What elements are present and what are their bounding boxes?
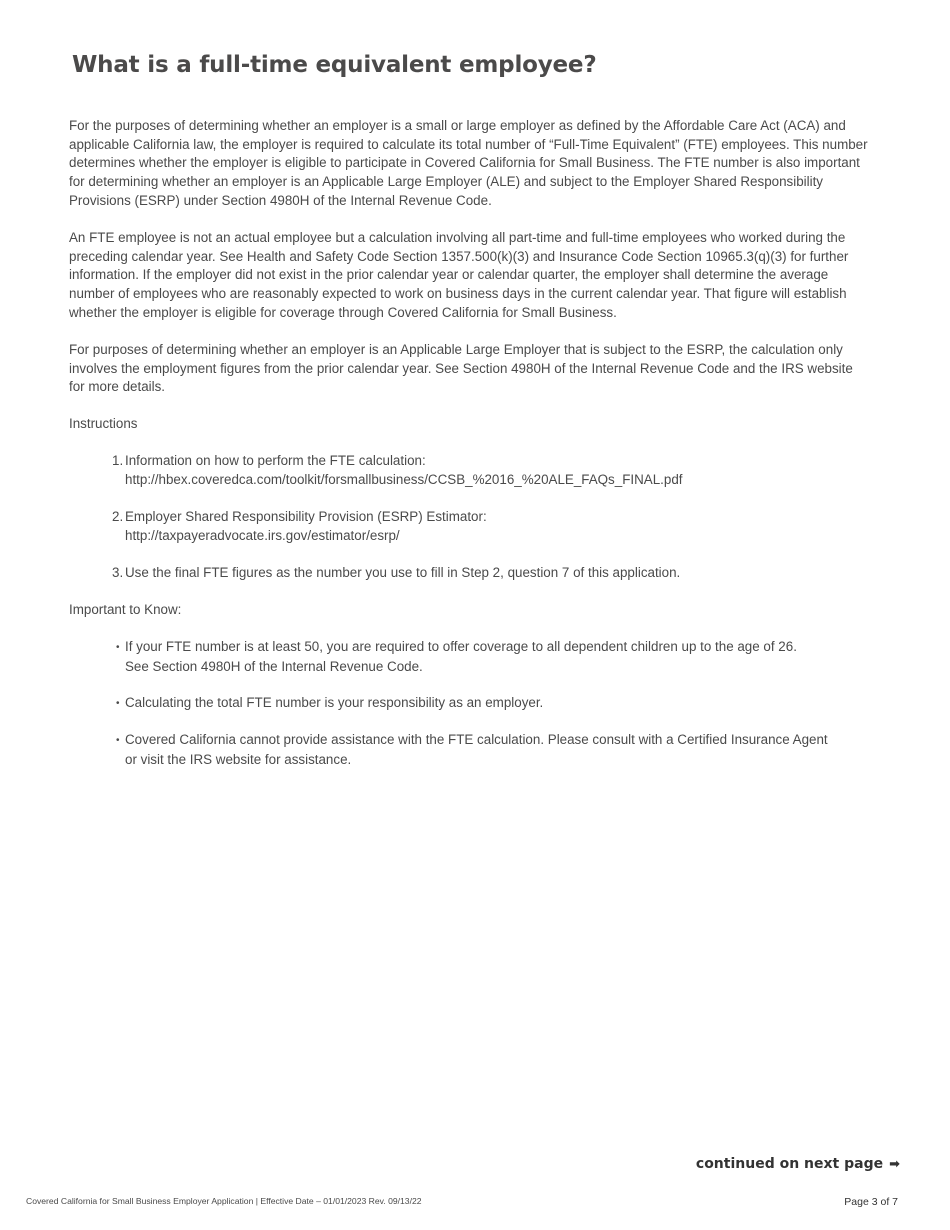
bullet-text: Calculating the total FTE number is your responsibility as an employer.: [125, 695, 544, 710]
list-number: 2.: [112, 509, 124, 524]
instruction-item-3: [112, 564, 872, 583]
list-number: 1.: [112, 453, 124, 468]
bullet-text-continued: or visit the IRS website for assistance.: [125, 751, 352, 767]
important-bullet-3: [116, 731, 866, 769]
right-arrow-icon: ➡: [889, 1157, 900, 1172]
continued-on-next-page: [696, 1156, 900, 1172]
list-item-text: Use the final FTE figures as the number you use to fill in Step 2, question 7 of this application.: [125, 565, 681, 580]
page-title: What is a full-time equivalent employee?: [72, 52, 597, 78]
paragraph-fte-purpose: For the purposes of determining whether an employer is a small or large employer as defined by the Affordable Care Act (ACA) and applicable California law, the employer is required to calculate its total number of “Full-Time Equivalent” (FTE) employees. This number determines whether the employer is eligible to participate in Covered California for Small Business. The FTE number is also important for determining whether an employer is an Applicable Large Employer (ALE) and subject to the Employer Shared Responsibility Provisions (ESRP) under Section 4980H of the Internal Revenue Code.: [69, 118, 868, 208]
esrp-estimator-link[interactable]: http://taxpayeradvocate.irs.gov/estimator/esrp/: [125, 527, 400, 543]
footer-page-number: Page 3 of 7: [844, 1196, 898, 1208]
list-item-text: Employer Shared Responsibility Provision (ESRP) Estimator:: [125, 509, 487, 524]
bullet-icon: •: [116, 642, 120, 653]
important-bullet-2: [116, 694, 866, 714]
bullet-icon: •: [116, 698, 120, 709]
paragraph-fte-definition: An FTE employee is not an actual employee but a calculation involving all part-time and full-time employees who worked during the preceding calendar year. See Health and Safety Code Section 1357.500(k)(3) and Insurance Code Section 10965.3(q)(3) for further information. If the employer did not exist in the prior calendar year or calendar quarter, the employer shall determine the average number of employees who are reasonably expected to work on business days in the current calendar year. That figure will establish whether the employer is eligible for coverage through Covered California for Small Business.: [69, 230, 849, 320]
bullet-text: If your FTE number is at least 50, you are required to offer coverage to all dependent children up to the age of 26.: [125, 639, 797, 654]
bullet-text-continued: See Section 4980H of the Internal Revenue Code.: [125, 658, 423, 674]
important-heading: Important to Know:: [69, 602, 182, 617]
bullet-icon: •: [116, 735, 120, 746]
instruction-item-1: [112, 452, 872, 489]
continued-label: continued on next page: [695, 1156, 884, 1172]
instruction-item-2: [112, 508, 872, 545]
fte-calculation-link[interactable]: http://hbex.coveredca.com/toolkit/forsmallbusiness/CCSB_%2016_%20ALE_FAQs_FINAL.pdf: [125, 471, 683, 487]
list-item-text: Information on how to perform the FTE calculation:: [125, 453, 426, 468]
bullet-text: Covered California cannot provide assistance with the FTE calculation. Please consult with a Certified Insurance Agent: [125, 732, 828, 747]
instructions-heading: Instructions: [69, 416, 138, 431]
footer-document-info: Covered California for Small Business Employer Application | Effective Date – 01/01/2023 Rev. 09/13/22: [26, 1196, 422, 1206]
important-bullet-1: [116, 638, 866, 676]
list-number: 3.: [112, 565, 124, 580]
paragraph-ale-esrp: For purposes of determining whether an employer is an Applicable Large Employer that is subject to the ESRP, the calculation only involves the employment figures from the prior calendar year. See Section 4980H of the Internal Revenue Code and the IRS website for more details.: [69, 342, 853, 395]
